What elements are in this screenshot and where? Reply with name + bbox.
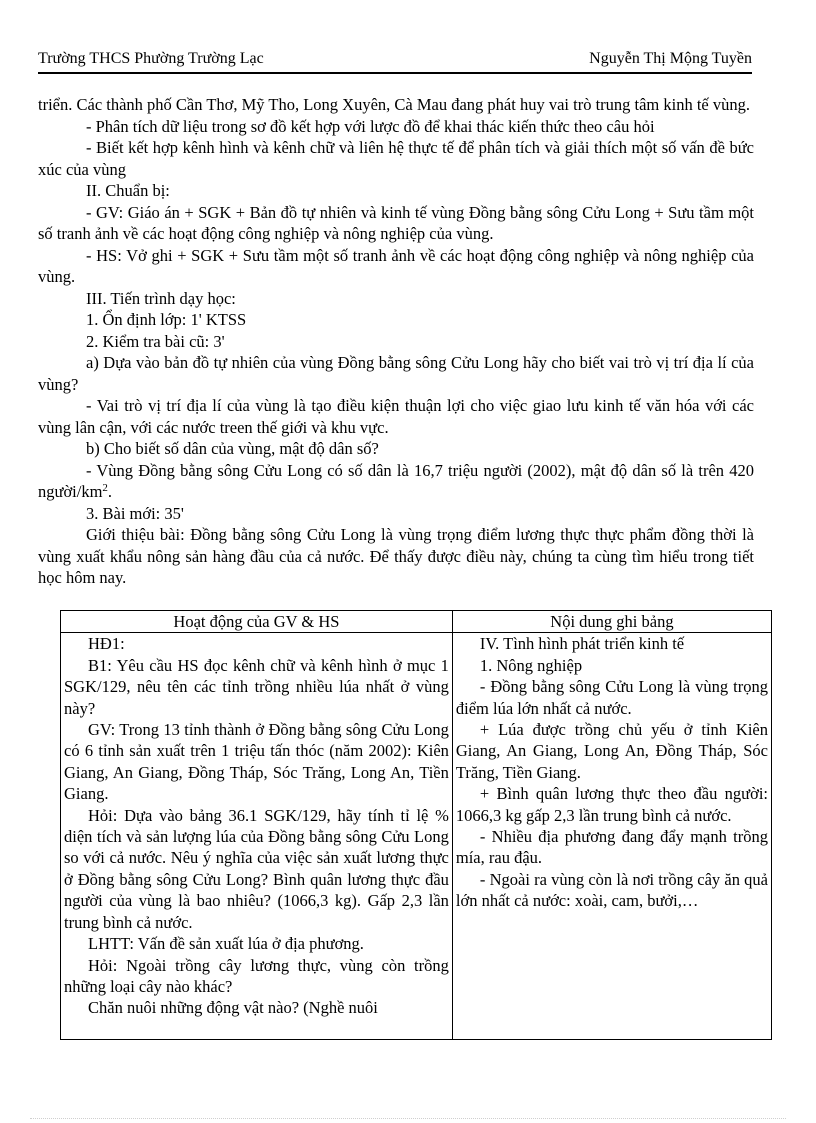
activity-line: HĐ1: bbox=[88, 634, 125, 654]
paragraph: - Phân tích dữ liệu trong sơ đồ kết hợp với lược đồ để khai thác kiến thức theo câu hỏi bbox=[86, 116, 655, 136]
paragraph: 1. Ổn định lớp: 1' KTSS bbox=[86, 310, 247, 329]
board-notes-cell bbox=[452, 633, 771, 1040]
activities-cell bbox=[61, 633, 453, 1040]
paragraph: triển. Các thành phố Cần Thơ, Mỹ Tho, Long Xuyên, Cà Mau đang phát huy vai trò trung tâm kinh tế vùng. bbox=[38, 95, 751, 114]
note-line: IV. Tình hình phát triển kinh tế bbox=[479, 634, 685, 654]
table-row bbox=[61, 633, 772, 1040]
answer bbox=[38, 460, 754, 503]
paragraph: - GV: Giáo án + SGK + Bản đồ tự nhiên và kinh tế vùng Đồng bằng sông Cửu Long + Sưu tầm một số tranh ảnh về các hoạt động công nghiệp và nông nghiệp của vùng. bbox=[38, 202, 754, 243]
note-line: - Nhiều địa phương đang đẩy mạnh trồng mía, rau đậu. bbox=[455, 827, 768, 868]
section-heading: III. Tiến trình dạy học: bbox=[86, 288, 236, 308]
school-name: Trường THCS Phường Trường Lạc bbox=[38, 50, 264, 67]
column-header-activities: Hoạt động của GV & HS bbox=[61, 611, 453, 633]
introduction: Giới thiệu bài: Đồng bằng sông Cửu Long là vùng trọng điểm lương thực thực phẩm đồng thời là vùng xuất khẩu nông sản hàng đầu của cả nước. Để thấy được điều này, chúng ta cùng tìm hiểu trong tiết học hôm nay. bbox=[38, 525, 754, 587]
paragraph: 3. Bài mới: 35' bbox=[86, 503, 184, 523]
section-heading: II. Chuẩn bị: bbox=[86, 181, 170, 200]
activity-line: LHTT: Vấn đề sản xuất lúa ở địa phương. bbox=[88, 934, 364, 954]
activity-line: Hỏi: Ngoài trồng cây lương thực, vùng còn trồng những loại cây nào khác? bbox=[64, 955, 449, 996]
note-line: - Đồng bằng sông Cửu Long là vùng trọng điểm lúa lớn nhất cả nước. bbox=[455, 677, 768, 718]
answer-text: - Vùng Đồng bằng sông Cửu Long có số dân là 16,7 triệu người (2002), mật độ dân số là trên 420 người/km bbox=[38, 460, 754, 501]
page-header bbox=[38, 50, 752, 74]
question: b) Cho biết số dân của vùng, mật độ dân số? bbox=[86, 439, 379, 458]
table-header-row bbox=[61, 611, 772, 633]
page-bottom-divider bbox=[30, 1118, 786, 1119]
note-line: - Ngoài ra vùng còn là nơi trồng cây ăn quả lớn nhất cả nước: xoài, cam, bưởi,… bbox=[455, 869, 768, 911]
lesson-body bbox=[38, 94, 754, 589]
column-header-board-notes: Nội dung ghi bảng bbox=[452, 611, 771, 633]
lesson-table bbox=[60, 610, 772, 1040]
note-line: 1. Nông nghiệp bbox=[479, 655, 583, 675]
answer: - Vai trò vị trí địa lí của vùng là tạo điều kiện thuận lợi cho việc giao lưu kinh tế văn hóa với các vùng lân cận, với các nước treen thế giới và khu vực. bbox=[38, 396, 754, 437]
note-line: + Bình quân lương thực theo đầu người: 1066,3 kg gấp 2,3 lần trung bình cả nước. bbox=[455, 784, 768, 825]
activity-line: Chăn nuôi những động vật nào? (Nghề nuôi bbox=[88, 998, 378, 1018]
paragraph: - Biết kết hợp kênh hình và kênh chữ và liên hệ thực tế để phân tích và giải thích một số vấn đề bức xúc của vùng bbox=[38, 138, 754, 179]
superscript: 2 bbox=[102, 482, 108, 494]
answer-end: . bbox=[107, 482, 113, 501]
question: a) Dựa vào bản đồ tự nhiên của vùng Đồng bằng sông Cửu Long hãy cho biết vai trò vị trí địa lí của vùng? bbox=[38, 353, 754, 394]
paragraph: 2. Kiểm tra bài cũ: 3' bbox=[86, 331, 225, 351]
teacher-name: Nguyễn Thị Mộng Tuyền bbox=[589, 50, 752, 67]
paragraph: - HS: Vở ghi + SGK + Sưu tầm một số tranh ảnh về các hoạt động công nghiệp và nông nghiệp của vùng. bbox=[38, 245, 754, 286]
activity-line: B1: Yêu cầu HS đọc kênh chữ và kênh hình ở mục 1 SGK/129, nêu tên các tỉnh trồng nhiều lúa nhất ở vùng này? bbox=[64, 655, 449, 718]
note-line: + Lúa được trồng chủ yếu ở tỉnh Kiên Giang, An Giang, Long An, Đồng Tháp, Sóc Trăng, Tiền Giang. bbox=[455, 720, 768, 782]
activity-line: GV: Trong 13 tỉnh thành ở Đồng bằng sông Cửu Long có 6 tỉnh sản xuất trên 1 triệu tấn thóc (năm 2002): Kiên Giang, An Giang, Đồng Tháp, Sóc Trăng, Long An, Tiền Giang. bbox=[64, 720, 449, 804]
activity-line: Hỏi: Dựa vào bảng 36.1 SGK/129, hãy tính tỉ lệ % diện tích và sản lượng lúa của Đồng bằng sông Cửu Long so với cả nước. Nêu ý nghĩa của việc sản xuất lương thực ở Đồng bằng sông Cửu Long? Bình quân lương thực đầu người của vùng là bao nhiêu? (1066,3 kg). Gấp 2,3 lần trung bình cả nước. bbox=[64, 805, 449, 932]
